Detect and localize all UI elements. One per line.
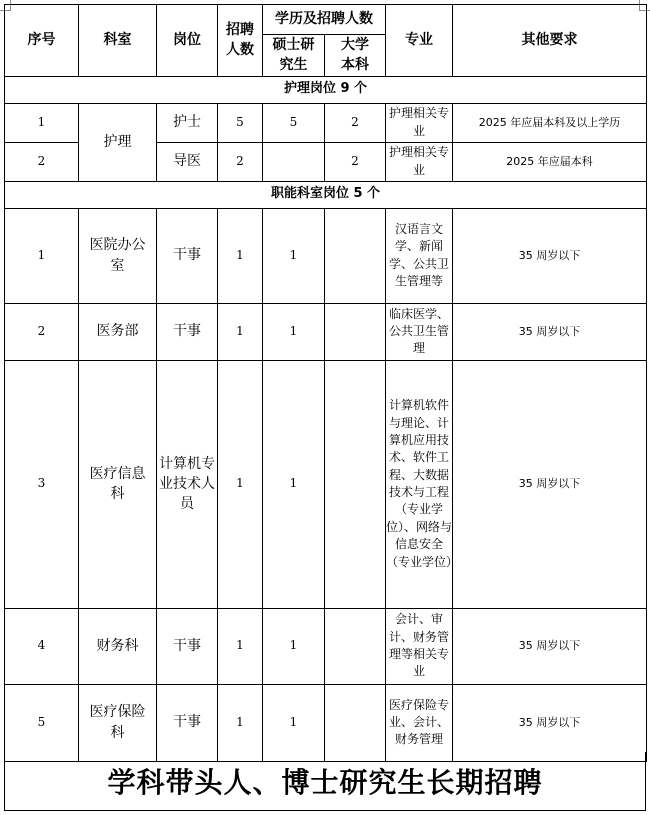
cell-post: 干事 (157, 208, 218, 303)
table-row (5, 360, 647, 608)
cell-seq: 2 (5, 142, 79, 181)
cell-master: 5 (263, 103, 325, 142)
cell-seq: 3 (5, 360, 79, 608)
table-row (5, 608, 647, 684)
cell-count: 1 (218, 608, 263, 684)
cell-dept-text: 医疗信息科 (89, 465, 146, 503)
cell-seq: 1 (5, 208, 79, 303)
header-master-line1: 硕士研 (272, 37, 315, 53)
cell-post: 干事 (157, 303, 218, 360)
cell-major: 临床医学、公共卫生管理 (386, 303, 453, 360)
header-row-1 (5, 5, 647, 35)
header-master (263, 35, 325, 77)
header-bachelor (325, 35, 386, 77)
cell-dept (79, 360, 157, 608)
cell-dept (79, 208, 157, 303)
cell-bachelor (325, 208, 386, 303)
header-seq: 序号 (5, 5, 79, 77)
cell-count: 1 (218, 303, 263, 360)
cell-bachelor: 2 (325, 103, 386, 142)
cell-other: 35 周岁以下 (453, 684, 647, 761)
cell-post: 干事 (157, 684, 218, 761)
cell-major: 会计、审计、财务管理等相关专业 (386, 608, 453, 684)
cell-other: 35 周岁以下 (453, 208, 647, 303)
header-count (218, 5, 263, 77)
section-title: 护理岗位 9 个 (5, 76, 647, 103)
footer-banner (4, 752, 646, 811)
header-bachelor-line1: 大学 (341, 37, 369, 53)
cell-bachelor: 2 (325, 142, 386, 181)
section-title-row (5, 181, 647, 208)
header-count-line2: 人数 (226, 42, 254, 59)
cell-master: 1 (263, 360, 325, 608)
cell-bachelor (325, 303, 386, 360)
cell-dept: 医务部 (79, 303, 157, 360)
header-dept: 科室 (79, 5, 157, 77)
footer-text: 学科带头人、博士研究生长期招聘 (107, 766, 543, 799)
cell-other: 35 周岁以下 (453, 303, 647, 360)
cell-other: 2025 年应届本科及以上学历 (453, 103, 647, 142)
cell-master: 1 (263, 608, 325, 684)
cell-count: 5 (218, 103, 263, 142)
recruitment-table (4, 4, 647, 762)
header-major: 专业 (386, 5, 453, 77)
cell-post-text: 计算机专业技术人员 (159, 455, 215, 513)
table-row (5, 103, 647, 142)
cell-count: 1 (218, 360, 263, 608)
table-row (5, 303, 647, 360)
cell-other: 35 周岁以下 (453, 608, 647, 684)
table-row (5, 684, 647, 761)
header-edu-group: 学历及招聘人数 (263, 5, 386, 35)
header-count-line1: 招聘 (226, 22, 254, 38)
header-master-line2: 究生 (279, 57, 308, 74)
cell-major: 护理相关专业 (386, 103, 453, 142)
cell-bachelor (325, 684, 386, 761)
header-other: 其他要求 (453, 5, 647, 77)
cell-post: 导医 (157, 142, 218, 181)
section-title: 职能科室岗位 5 个 (5, 181, 647, 208)
table-row (5, 208, 647, 303)
cell-master: 1 (263, 208, 325, 303)
cell-other: 35 周岁以下 (453, 360, 647, 608)
cell-master: 1 (263, 303, 325, 360)
cell-other: 2025 年应届本科 (453, 142, 647, 181)
cell-count: 2 (218, 142, 263, 181)
cell-dept (79, 684, 157, 761)
cell-seq: 2 (5, 303, 79, 360)
cell-dept-text: 医院办公室 (89, 237, 146, 274)
header-bachelor-line2: 本科 (341, 57, 369, 74)
cell-major: 计算机软件与理论、计算机应用技术、软件工程、大数据技术与工程（专业学位）、网络与信息安全（专业学位） (386, 360, 453, 608)
cell-dept: 财务科 (79, 608, 157, 684)
cell-master (263, 142, 325, 181)
cell-seq: 1 (5, 103, 79, 142)
cell-dept-text: 医疗保险科 (89, 704, 146, 741)
cell-post: 干事 (157, 608, 218, 684)
cell-count: 1 (218, 208, 263, 303)
header-post: 岗位 (157, 5, 218, 77)
cell-master: 1 (263, 684, 325, 761)
cell-major: 医疗保险专业、会计、财务管理 (386, 684, 453, 761)
cell-count: 1 (218, 684, 263, 761)
cell-seq: 5 (5, 684, 79, 761)
section-title-row (5, 76, 647, 103)
cell-bachelor (325, 360, 386, 608)
cell-post: 护士 (157, 103, 218, 142)
cell-seq: 4 (5, 608, 79, 684)
cell-bachelor (325, 608, 386, 684)
cell-major: 汉语言文学、新闻学、公共卫生管理等 (386, 208, 453, 303)
cell-post (157, 360, 218, 608)
cell-major: 护理相关专业 (386, 142, 453, 181)
cell-dept-group: 护理 (79, 103, 157, 181)
